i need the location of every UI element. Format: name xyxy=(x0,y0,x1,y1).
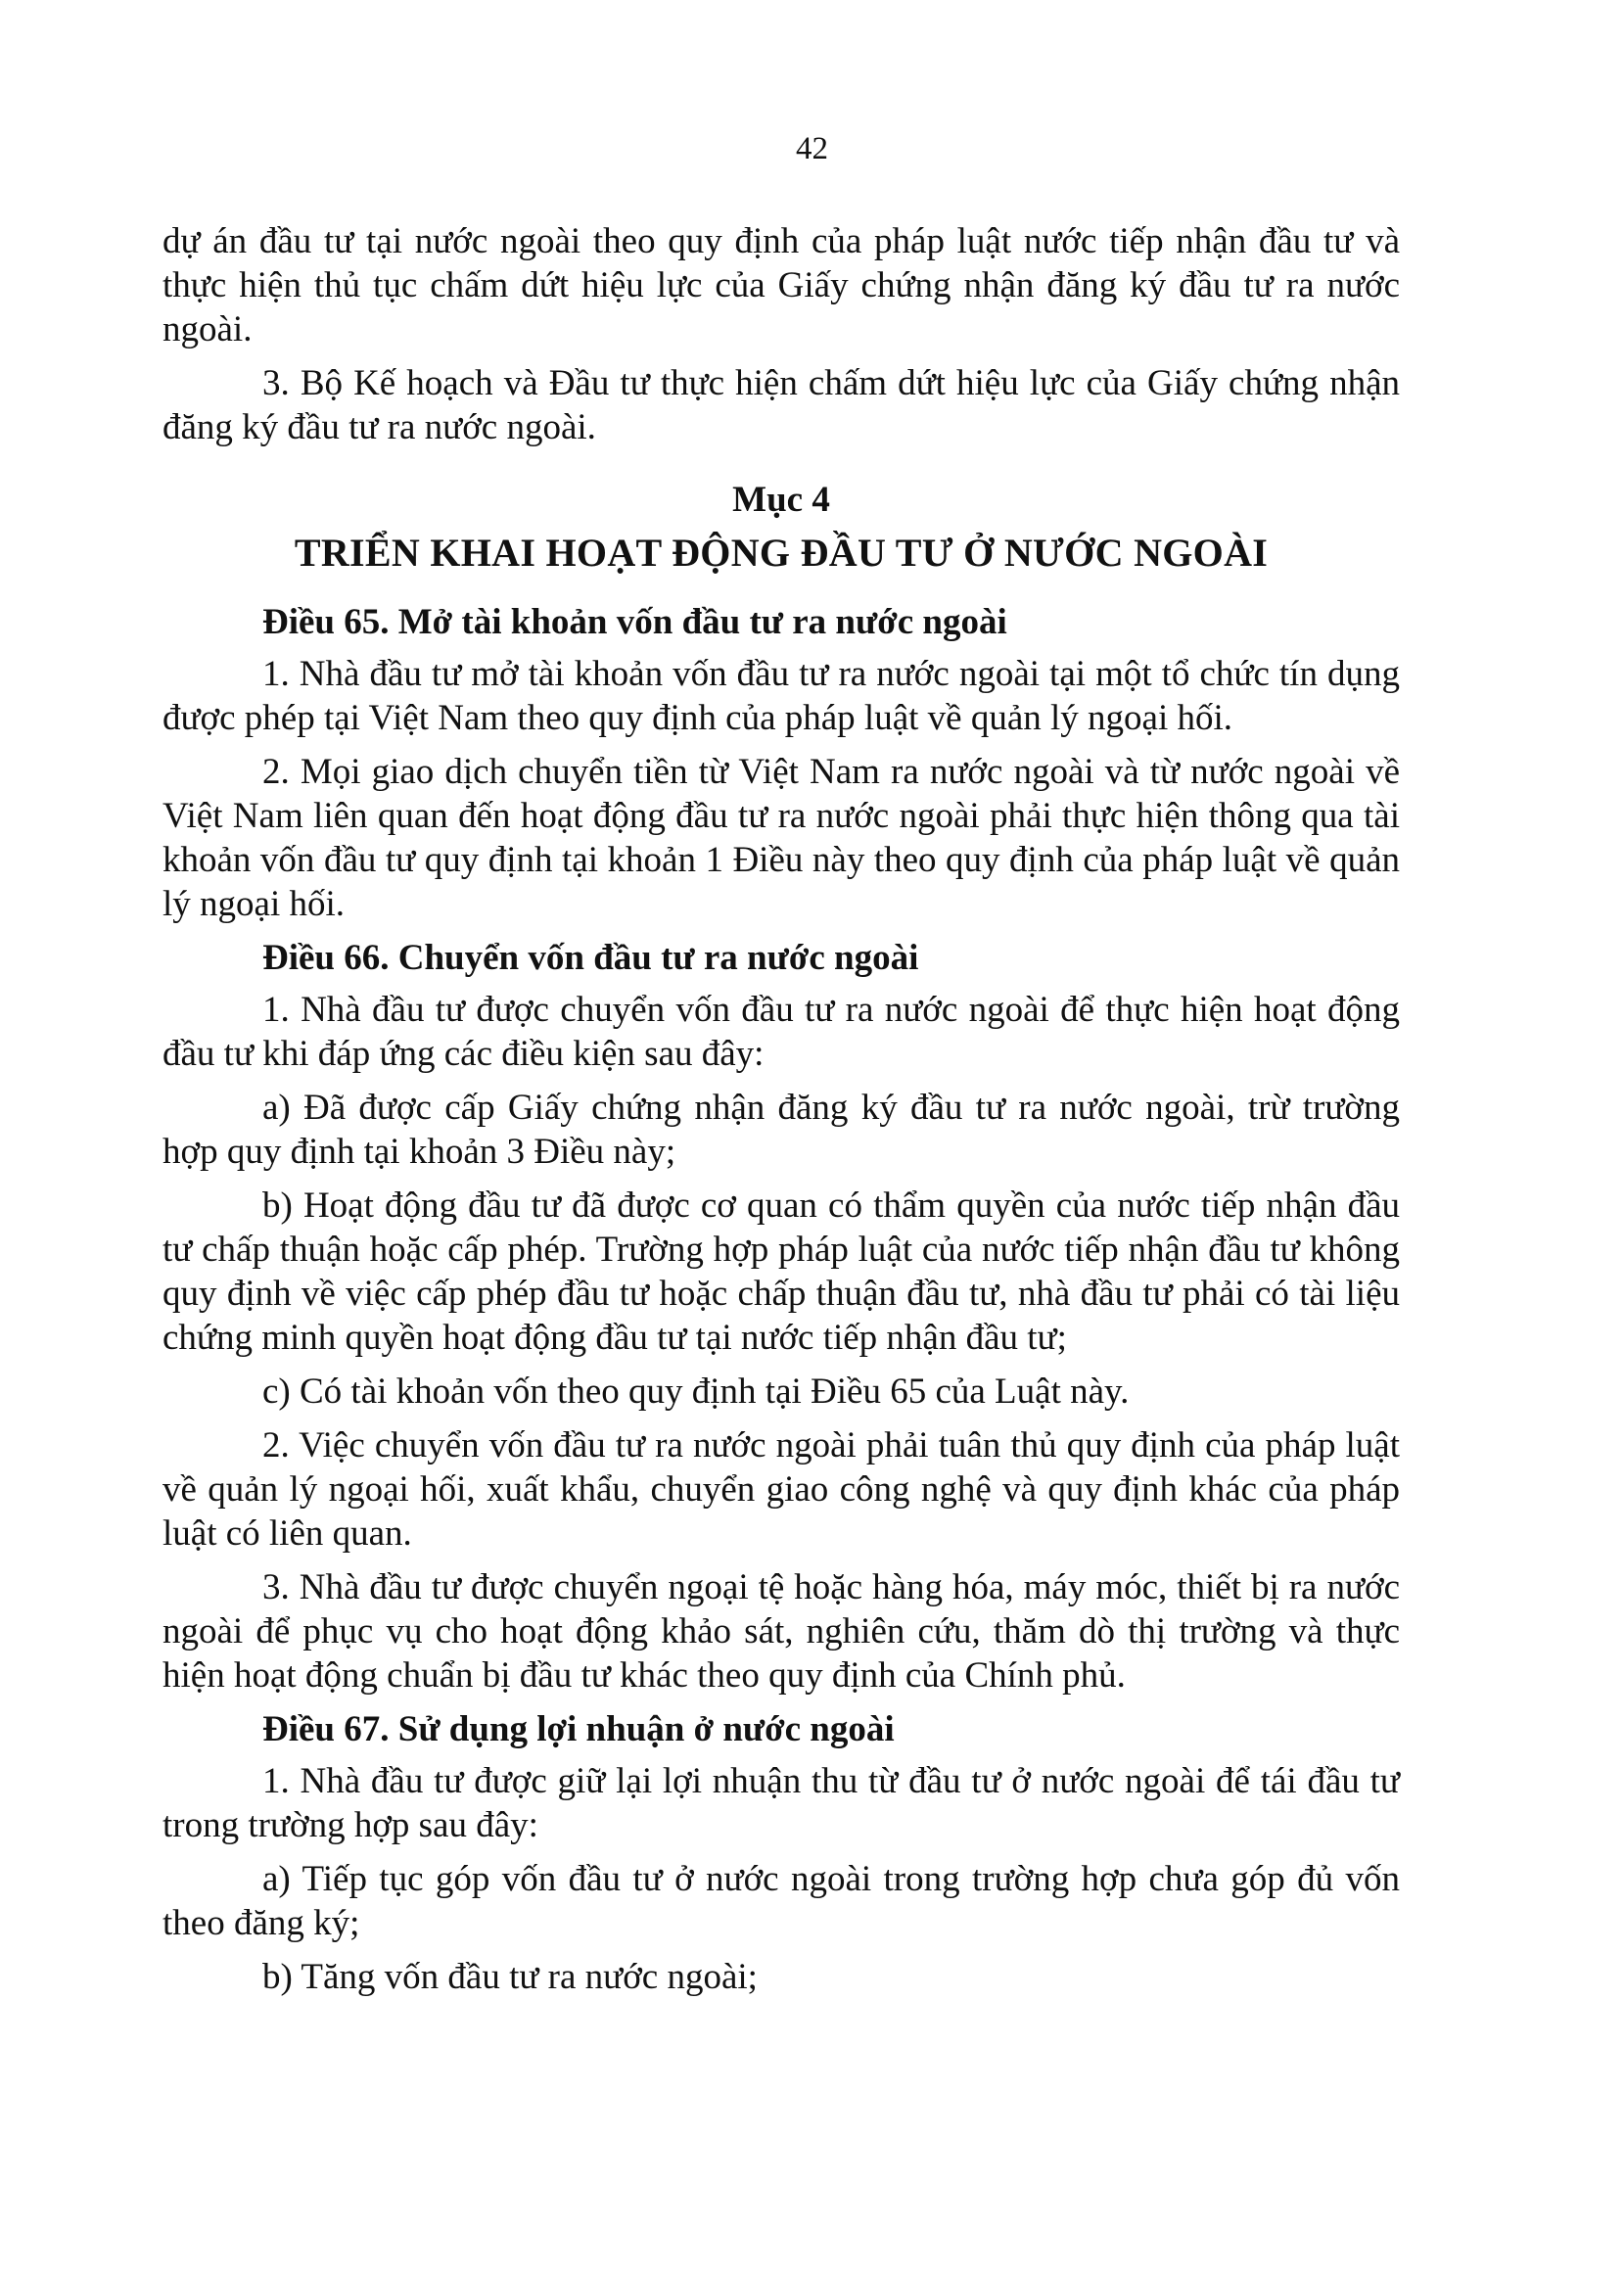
document-body xyxy=(162,219,1400,2009)
article-65-clause-1: 1. Nhà đầu tư mở tài khoản vốn đầu tư ra nước ngoài tại một tổ chức tín dụng được phép tại Việt Nam theo quy định của pháp luật về quản lý ngoại hối. xyxy=(162,654,1400,738)
article-66-point-b: b) Hoạt động đầu tư đã được cơ quan có thẩm quyền của nước tiếp nhận đầu tư chấp thuận hoặc cấp phép. Trường hợp pháp luật của nước tiếp nhận đầu tư không quy định về việc cấp phép đầu tư hoặc chấp thuận đầu tư, nhà đầu tư phải có tài liệu chứng minh quyền hoạt động đầu tư tại nước tiếp nhận đầu tư; xyxy=(162,1186,1400,1358)
article-66-heading: Điều 66. Chuyển vốn đầu tư ra nước ngoài xyxy=(262,938,919,978)
article-67-heading: Điều 67. Sử dụng lợi nhuận ở nước ngoài xyxy=(262,1709,895,1749)
article-66-point-a: a) Đã được cấp Giấy chứng nhận đăng ký đầu tư ra nước ngoài, trừ trường hợp quy định tại khoản 3 Điều này; xyxy=(162,1088,1400,1172)
article-67-point-b: b) Tăng vốn đầu tư ra nước ngoài; xyxy=(262,1957,758,1997)
article-67-point-a: a) Tiếp tục góp vốn đầu tư ở nước ngoài trong trường hợp chưa góp đủ vốn theo đăng ký; xyxy=(162,1859,1400,1943)
paragraph-continuation: dự án đầu tư tại nước ngoài theo quy định của pháp luật nước tiếp nhận đầu tư và thực hiện thủ tục chấm dứt hiệu lực của Giấy chứng nhận đăng ký đầu tư ra nước ngoài. xyxy=(162,221,1400,349)
article-65-heading: Điều 65. Mở tài khoản vốn đầu tư ra nước ngoài xyxy=(262,602,1007,642)
page-number: 42 xyxy=(796,131,828,166)
section-subtitle: TRIỂN KHAI HOẠT ĐỘNG ĐẦU TƯ Ở NƯỚC NGOÀI xyxy=(294,531,1269,575)
article-66-clause-1: 1. Nhà đầu tư được chuyển vốn đầu tư ra nước ngoài để thực hiện hoạt động đầu tư khi đáp ứng các điều kiện sau đây: xyxy=(162,990,1400,1074)
article-66-point-c: c) Có tài khoản vốn theo quy định tại Điều 65 của Luật này. xyxy=(262,1372,1130,1412)
article-65-clause-2: 2. Mọi giao dịch chuyển tiền từ Việt Nam ra nước ngoài và từ nước ngoài về Việt Nam liên quan đến hoạt động đầu tư ra nước ngoài phải thực hiện thông qua tài khoản vốn đầu tư quy định tại khoản 1 Điều này theo quy định của pháp luật về quản lý ngoại hối. xyxy=(162,752,1400,924)
paragraph-clause-3: 3. Bộ Kế hoạch và Đầu tư thực hiện chấm dứt hiệu lực của Giấy chứng nhận đăng ký đầu tư ra nước ngoài. xyxy=(162,363,1400,447)
article-66-clause-3: 3. Nhà đầu tư được chuyển ngoại tệ hoặc hàng hóa, máy móc, thiết bị ra nước ngoài để phục vụ cho hoạt động khảo sát, nghiên cứu, thăm dò thị trường và thực hiện hoạt động chuẩn bị đầu tư khác theo quy định của Chính phủ. xyxy=(162,1567,1400,1696)
section-title: Mục 4 xyxy=(732,480,830,520)
article-67-clause-1: 1. Nhà đầu tư được giữ lại lợi nhuận thu từ đầu tư ở nước ngoài để tái đầu tư trong trường hợp sau đây: xyxy=(162,1761,1400,1845)
article-66-clause-2: 2. Việc chuyển vốn đầu tư ra nước ngoài phải tuân thủ quy định của pháp luật về quản lý ngoại hối, xuất khẩu, chuyển giao công nghệ và quy định khác của pháp luật có liên quan. xyxy=(162,1425,1400,1554)
